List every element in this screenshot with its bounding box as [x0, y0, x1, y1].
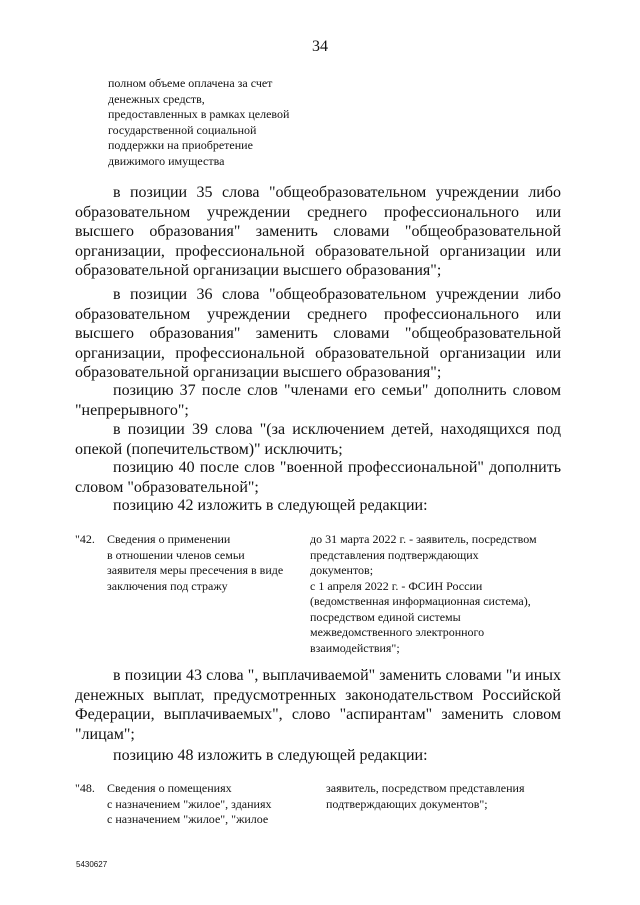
top-cell-line: движимого имущества — [108, 153, 225, 168]
row-42-source — [310, 532, 565, 656]
cell-line: в отношении членов семьи — [107, 547, 245, 562]
row-number: "42. — [75, 532, 95, 546]
page-number: 34 — [312, 38, 328, 55]
paragraph-position-43: в позиции 43 слова ", выплачиваемой" заменить словами "и иных денежных выплат, предусмотренных законодательством Российской Федерации, выплачиваемых", слово "аспирантам" заменить словом "лицам"; — [75, 667, 561, 743]
cell-line: заключения под стражу — [107, 578, 228, 593]
document-code: 5430627 — [76, 860, 108, 869]
cell-line: с назначением "жилое", зданиях — [107, 796, 272, 811]
paragraph-position-36: в позиции 36 слова "общеобразовательном учреждении либо образовательном учреждении среднего профессионального или высшего образования" заменить словами "общеобразовательной организации, профессиональной образовательной организации или образовательной организации высшего образования"; — [75, 286, 561, 382]
top-cell-line: государственной социальной — [108, 122, 257, 137]
cell-line: (ведомственная информационная система), — [310, 594, 531, 608]
paragraph-position-37: позицию 37 после слов "членами его семьи" дополнить словом "непрерывного"; — [75, 382, 561, 419]
row-42-description — [107, 532, 307, 594]
row-48-source — [326, 781, 565, 812]
top-cell-line: полном объеме оплачена за счет — [108, 76, 273, 90]
cell-line: подтверждающих документов"; — [326, 796, 488, 811]
cell-line: межведомственного электронного — [310, 625, 485, 639]
paragraph-position-35: в позиции 35 слова "общеобразовательном учреждении либо образовательном учреждении среднего профессионального или высшего образования" заменить словами "общеобразовательной организации, профессиональной образовательной организации или образовательной организации высшего образования"; — [75, 184, 561, 280]
cell-line: документов; — [310, 563, 374, 577]
paragraph-position-40: позицию 40 после слов "военной профессиональной" дополнить словом "образовательной"; — [75, 459, 561, 496]
cell-line: Сведения о применении — [107, 532, 231, 546]
paragraph-position-42-intro: позицию 42 изложить в следующей редакции: — [113, 497, 428, 514]
cell-line: с 1 апреля 2022 г. - ФСИН России — [310, 578, 483, 593]
row-48-description — [107, 781, 312, 828]
cell-line: Сведения о помещениях — [107, 781, 232, 795]
cell-line: с назначением "жилое", "жилое — [107, 812, 269, 826]
cell-line: взаимодействия"; — [310, 640, 400, 655]
table-row-48 — [75, 781, 565, 831]
paragraph-position-39: в позиции 39 слова "(за исключением детей, находящихся под опекой (попечительством)" исключить; — [75, 421, 561, 458]
paragraph-position-48-intro: позицию 48 изложить в следующей редакции: — [113, 747, 428, 764]
cell-line: посредством единой системы — [310, 609, 461, 624]
cell-line: заявитель, посредством представления — [326, 781, 525, 795]
top-cell-line: предоставленных в рамках целевой — [108, 107, 290, 121]
cell-line: до 31 марта 2022 г. - заявитель, посредством — [310, 532, 537, 546]
row-number: "48. — [75, 781, 95, 795]
table-row-42 — [75, 532, 565, 657]
top-cell-line: поддержки на приобретение — [108, 138, 253, 152]
table-cell-top — [108, 76, 338, 169]
top-cell-line: денежных средств, — [108, 91, 205, 106]
cell-line: заявителя меры пресечения в виде — [107, 563, 284, 577]
cell-line: представления подтверждающих — [310, 547, 479, 562]
